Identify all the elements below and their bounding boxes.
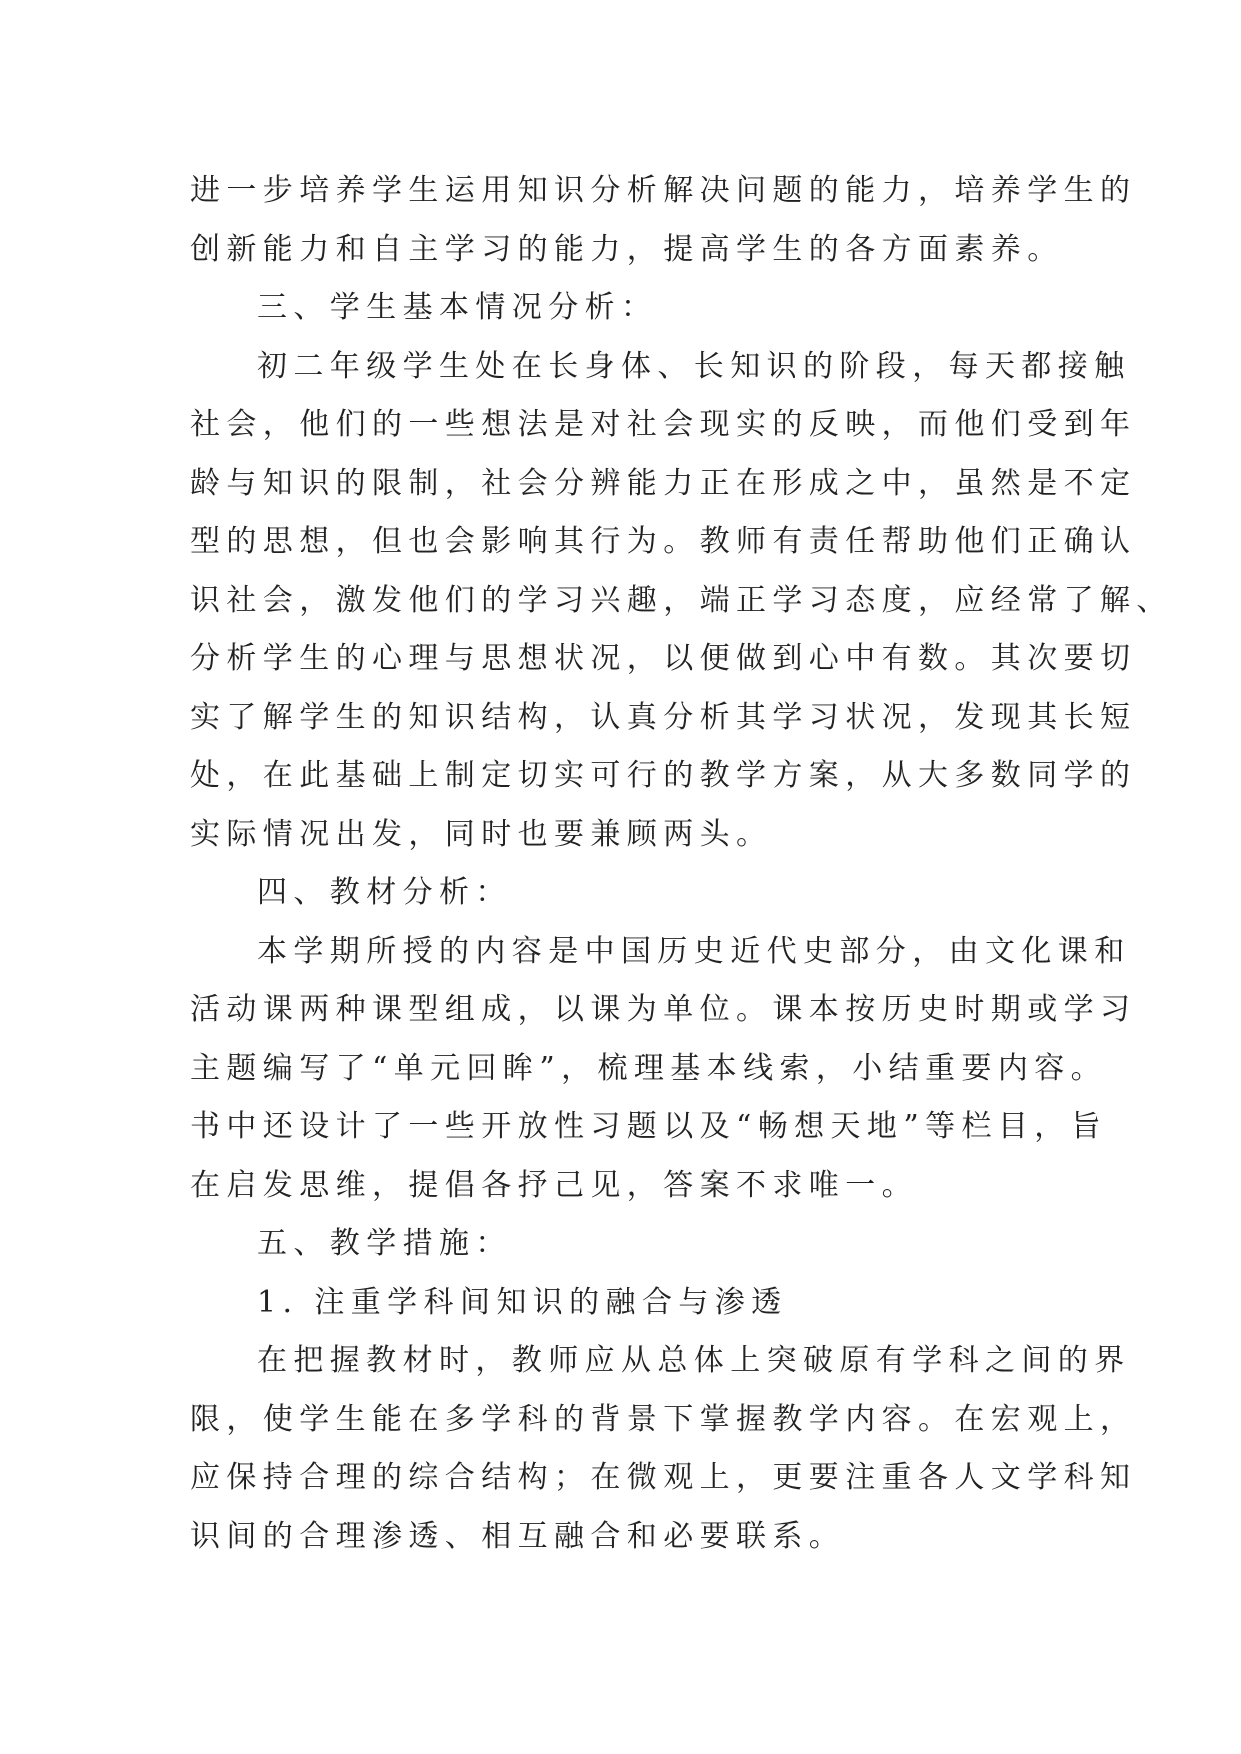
text-line: 识间的合理渗透、相互融合和必要联系。 <box>190 1518 846 1554</box>
text-line: 实了解学生的知识结构，认真分析其学习状况，发现其长短 <box>190 699 1137 735</box>
text-line: 限，使学生能在多学科的背景下掌握教学内容。在宏观上， <box>190 1401 1137 1437</box>
text-line: 应保持合理的综合结构；在微观上，更要注重各人文学科知 <box>190 1460 1137 1495</box>
text-line: 主题编写了“单元回眸”，梳理基本线索，小结重要内容。 <box>190 1050 1108 1086</box>
text-line: 在启发思维，提倡各抒己见，答案不求唯一。 <box>190 1167 918 1203</box>
subsection-heading: 1. 注重学科间知识的融合与渗透 <box>257 1284 788 1320</box>
text-line: 型的思想，但也会影响其行为。教师有责任帮助他们正确认 <box>190 524 1137 559</box>
text-line: 龄与知识的限制，社会分辨能力正在形成之中，虽然是不定 <box>190 465 1137 501</box>
text-line: 活动课两种课型组成，以课为单位。课本按历史时期或学习 <box>190 992 1137 1027</box>
section-heading-student-analysis: 三、学生基本情况分析： <box>257 290 658 325</box>
document-page <box>190 162 1173 1566</box>
text-line-continuation: 创新能力和自主学习的能力，提高学生的各方面素养。 <box>190 231 1064 267</box>
text-line: 实际情况出发，同时也要兼顾两头。 <box>190 816 773 852</box>
text-line: 书中还设计了一些开放性习题以及“畅想天地”等栏目，旨 <box>190 1109 1108 1144</box>
section-heading-textbook-analysis: 四、教材分析： <box>257 875 512 910</box>
section-heading-teaching-measures: 五、教学措施： <box>257 1226 512 1261</box>
text-line: 分析学生的心理与思想状况，以便做到心中有数。其次要切 <box>190 641 1137 676</box>
paragraph-first-line: 初二年级学生处在长身体、长知识的阶段，每天都接触 <box>257 348 1131 384</box>
text-line: 处，在此基础上制定切实可行的教学方案，从大多数同学的 <box>190 758 1137 793</box>
paragraph-first-line: 在把握教材时，教师应从总体上突破原有学科之间的界 <box>257 1343 1131 1378</box>
text-line-continuation: 进一步培养学生运用知识分析解决问题的能力，培养学生的 <box>190 173 1137 208</box>
text-line: 识社会，激发他们的学习兴趣，端正学习态度，应经常了解、 <box>190 582 1173 618</box>
text-line: 社会，他们的一些想法是对社会现实的反映，而他们受到年 <box>190 407 1137 442</box>
paragraph-first-line: 本学期所授的内容是中国历史近代史部分，由文化课和 <box>257 933 1131 969</box>
